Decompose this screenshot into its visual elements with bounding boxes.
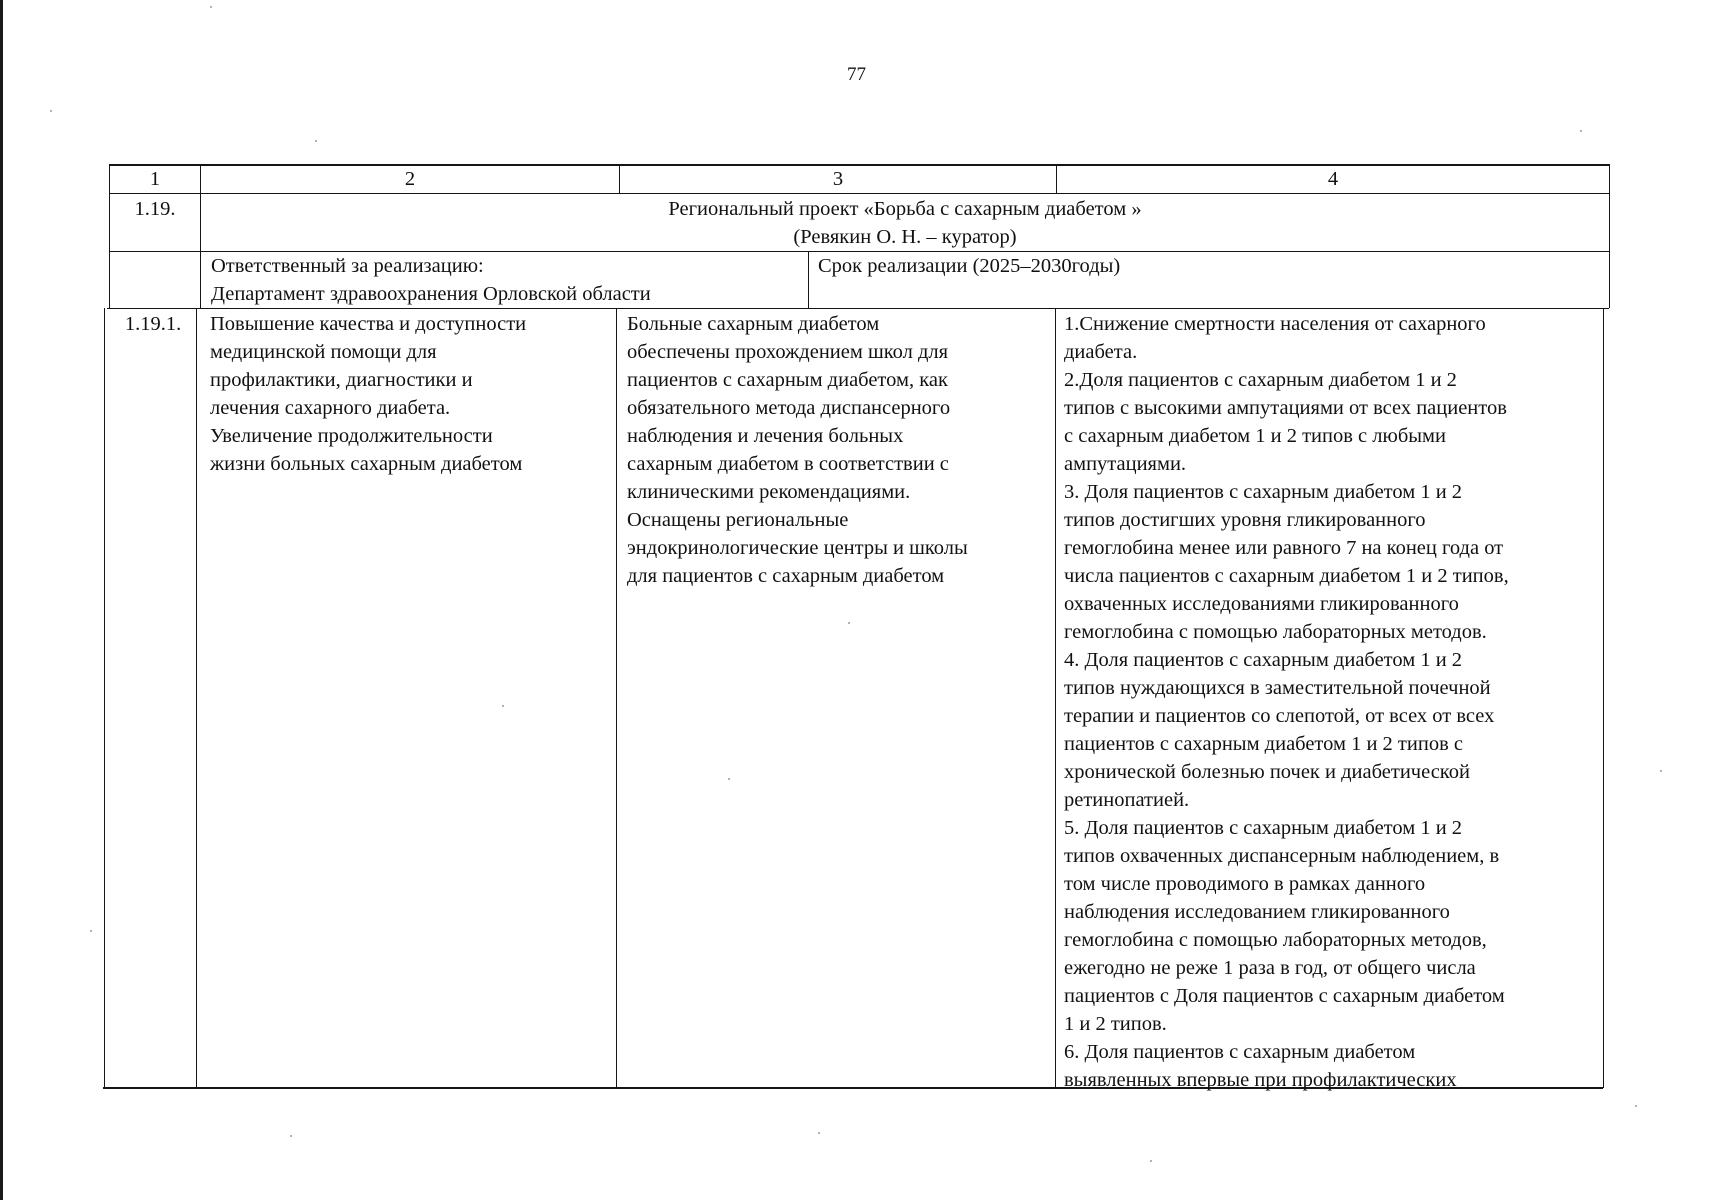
scan-speck — [818, 1132, 820, 1134]
table-rule — [104, 308, 105, 1088]
scan-speck — [1660, 770, 1662, 772]
table-rule — [1055, 308, 1056, 1088]
column-header-1: 1 — [149, 168, 161, 190]
scan-speck — [1580, 130, 1582, 132]
scan-speck — [90, 930, 92, 932]
table-rule — [107, 308, 1609, 309]
task-description: Повышение качества и доступности медицинской помощи для профилактики, диагностики и лечения сахарного диабета. Увеличение продолжительности жизни больных сахарным диабетом — [210, 313, 527, 475]
table-rule — [196, 308, 197, 1088]
scan-speck — [210, 6, 212, 8]
project-number: 1.19. — [134, 198, 176, 220]
table-rule — [1603, 308, 1604, 1088]
task-result: Больные сахарным диабетом обеспечены прохождением школ для пациентов с сахарным диабетом, как обязательного метода диспансерного наблюдения и лечения больных сахарным диабетом в соответствии с клиническими рекомендациями. Оснащены региональные эндокринологические центры и школы для пациентов с сахарным диабетом — [627, 313, 968, 587]
table-rule — [109, 193, 1609, 194]
scan-left-edge — [0, 0, 3, 1200]
scan-speck — [728, 778, 730, 780]
implementation-period: Срок реализации (2025–2030годы) — [818, 255, 1121, 277]
task-indicators: 1.Снижение смертности населения от сахарного диабета. 2.Доля пациентов с сахарным диабетом 1 и 2 типов с высокими ампутациями от всех пациентов с сахарным диабетом 1 и 2 типов с любыми ампутациями. 3. Доля пациентов с сахарным диабетом 1 и 2 типов достигших уровня гликированного гемоглобина менее или равного 7 на конец года от числа пациентов с сахарным диабетом 1 и 2 типов, охваченных исследованиями гликированного гемоглобина с помощью лабораторных методов. 4. Доля пациентов с сахарным диабетом 1 и 2 типов нуждающихся в заместительной почечной терапии и пациентов со слепотой, от всех от всех пациентов с сахарным диабетом 1 и 2 типов с хронической болезнью почек и диабетической ретинопатией. 5. Доля пациентов с сахарным диабетом 1 и 2 типов охваченных диспансерным наблюдением, в том числе проводимого в рамках данного наблюдения исследованием гликированного гемоглобина с помощью лабораторных методов, ежегодно не реже 1 раза в год, от общего числа пациентов с Доля пациентов с сахарным диабетом 1 и 2 типов. 6. Доля пациентов с сахарным диабетом выявленных впервые при профилактических — [1064, 313, 1509, 1091]
column-header-2: 2 — [404, 168, 416, 190]
scan-speck — [50, 110, 52, 112]
scan-speck — [1635, 1105, 1637, 1107]
project-title: Региональный проект «Борьба с сахарным диабетом » (Ревякин О. Н. – куратор) — [668, 198, 1142, 248]
scan-speck — [502, 705, 504, 707]
scan-speck — [315, 140, 317, 142]
page-number: 77 — [847, 64, 866, 85]
responsible-department: Ответственный за реализацию: Департамент здравоохранения Орловской области — [211, 255, 651, 305]
column-header-4: 4 — [1327, 168, 1339, 190]
column-header-3: 3 — [832, 168, 844, 190]
scan-speck — [290, 1135, 292, 1137]
table-rule — [1609, 164, 1610, 308]
scan-speck — [848, 622, 850, 624]
table-rule — [616, 308, 617, 1088]
scan-speck — [1150, 1160, 1152, 1162]
task-number: 1.19.1. — [124, 313, 182, 335]
